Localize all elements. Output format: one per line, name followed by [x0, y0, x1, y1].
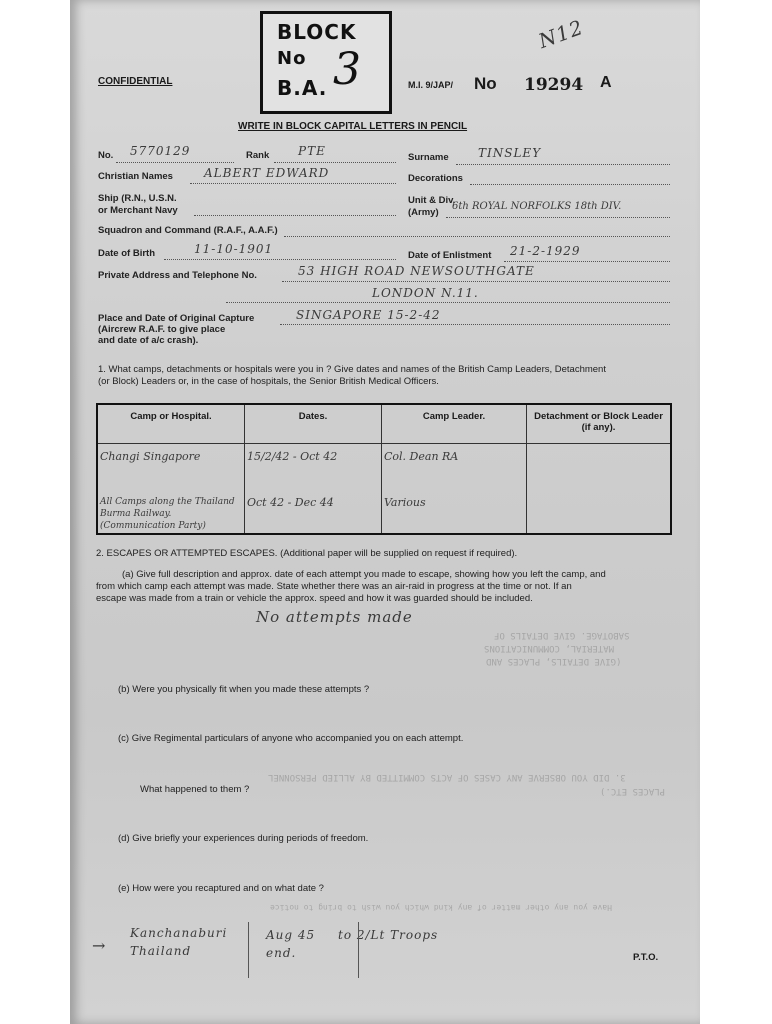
dob-value: 11-10-1901: [194, 242, 274, 256]
bleed-line-2: MATERIAL, COMMUNICATIONS: [484, 643, 615, 653]
address-label: Private Address and Telephone No.: [98, 270, 257, 281]
ship-label-2: or Merchant Navy: [98, 205, 178, 216]
no-label: No: [474, 74, 497, 93]
ship-label-1: Ship (R.N., U.S.N.: [98, 193, 177, 204]
cell-detachment: [527, 490, 672, 534]
col-leader-header: Camp Leader.: [382, 404, 527, 444]
capture-label-1: Place and Date of Original Capture: [98, 313, 255, 324]
corner-mark: N12: [535, 14, 587, 54]
christian-names-value: ALBERT EDWARD: [204, 166, 330, 180]
q2e-answer-to: to 2/Lt Troops: [338, 928, 439, 942]
q2-heading: 2. ESCAPES OR ATTEMPTED ESCAPES. (Additional paper will be supplied on request if required).: [96, 548, 518, 559]
rank-value: PTE: [298, 144, 326, 158]
dob-label: Date of Birth: [98, 248, 155, 259]
ref-label: M.I. 9/JAP/: [408, 80, 454, 90]
surname-value: TINSLEY: [478, 146, 542, 160]
q2a-line2: from which camp each attempt was made. State whether there was an air-raid in progress at the time or not. If an: [96, 581, 572, 592]
bleed-line-3: (GIVE DETAILS, PLACES AND: [486, 656, 622, 666]
unit-label-1: Unit & Div.: [408, 195, 456, 206]
q2c-text: (c) Give Regimental particulars of anyone who accompanied you on each attempt.: [118, 733, 464, 744]
col-camp-header: Camp or Hospital.: [97, 404, 245, 444]
christian-names-label: Christian Names: [98, 171, 173, 182]
cell-leader: Various: [382, 490, 527, 534]
col-dates-header: Dates.: [245, 404, 382, 444]
surname-label: Surname: [408, 152, 449, 163]
capture-value: SINGAPORE 15-2-42: [296, 308, 441, 322]
stamp-no-text: No: [277, 48, 307, 69]
answer-divider: [358, 922, 359, 978]
q2e-answer-date: Aug 45 end.: [266, 928, 316, 960]
cell-dates: Oct 42 - Dec 44: [245, 490, 382, 534]
answer-divider-2: [248, 922, 249, 978]
bleed-line-6: Have you any other matter of any kind which you wish to bring to notice: [270, 903, 612, 912]
stamp-block-text: BLOCK: [277, 20, 357, 44]
pto-label: P.T.O.: [633, 952, 659, 963]
q2e-text: (e) How were you recaptured and on what date ?: [118, 883, 324, 894]
unit-value: 6th ROYAL NORFOLKS 18th DIV.: [452, 201, 622, 212]
rank-label: Rank: [246, 150, 270, 161]
bleed-line-4: 3. DID YOU OBSERVE ANY CASES OF ACTS COMMITTED BY ALLIED PERSONNEL: [268, 772, 626, 782]
address-value-line2: LONDON N.11.: [372, 286, 479, 300]
bleed-line-1: SABOTAGE. GIVE DETAILS OF: [494, 630, 630, 640]
service-no-value: 5770129: [130, 144, 191, 158]
q2a-answer: No attempts made: [256, 608, 413, 626]
form-suffix: A: [600, 74, 612, 91]
q2a-line3: escape was made from a train or vehicle the approx. speed and how it was guarded should be included.: [96, 593, 533, 604]
q1-text-line1: 1. What camps, detachments or hospitals were you in ? Give dates and names of the British Camp Leaders, Detachment: [98, 364, 606, 375]
enlistment-value: 21-2-1929: [510, 244, 581, 258]
cell-dates: 15/2/42 - Oct 42: [245, 444, 382, 491]
cell-camp: All Camps along the Thailand Burma Railway. (Communication Party): [100, 497, 235, 531]
table-row: [97, 444, 671, 491]
decorations-label: Decorations: [408, 173, 463, 184]
form-number: 19294: [524, 75, 584, 95]
cell-camp: Changi Singapore: [100, 450, 201, 463]
capture-label-2: (Aircrew R.A.F. to give place: [98, 324, 226, 335]
q2d-text: (d) Give briefly your experiences during periods of freedom.: [118, 833, 369, 844]
q2e-answer-place: Kanchanaburi Thailand: [130, 926, 228, 958]
unit-label-2: (Army): [408, 207, 439, 218]
capture-label-3: and date of a/c crash).: [98, 335, 199, 346]
pencil-instruction: WRITE IN BLOCK CAPITAL LETTERS IN PENCIL: [238, 121, 468, 132]
col-detachment-header: Detachment or Block Leader (if any).: [527, 404, 672, 444]
confidential-label: CONFIDENTIAL: [98, 76, 173, 87]
bleed-line-5: PLACES ETC.): [600, 786, 666, 796]
q2c-followup: What happened to them ?: [140, 784, 250, 795]
table-row: [97, 490, 671, 534]
camps-table: [96, 403, 672, 535]
service-no-label: No.: [98, 150, 114, 161]
cell-leader: Col. Dean RA: [382, 444, 527, 491]
q2b-text: (b) Were you physically fit when you made these attempts ?: [118, 684, 370, 695]
enlistment-label: Date of Enlistment: [408, 250, 492, 261]
squadron-label: Squadron and Command (R.A.F., A.A.F.): [98, 225, 278, 236]
block-stamp: [260, 11, 392, 114]
stamp-handwritten-number: 3: [333, 44, 362, 95]
arrow-mark: →: [92, 936, 107, 955]
cell-detachment: [527, 444, 672, 491]
q1-text-line2: (or Block) Leaders or, in the case of hospitals, the Senior British Medical Officers.: [98, 376, 439, 387]
stamp-ba-text: B.A.: [277, 76, 328, 100]
address-value-line1: 53 HIGH ROAD NEWSOUTHGATE: [298, 264, 535, 278]
q2a-line1: (a) Give full description and approx. date of each attempt you made to escape, showing how you left the camp, and: [122, 569, 606, 580]
